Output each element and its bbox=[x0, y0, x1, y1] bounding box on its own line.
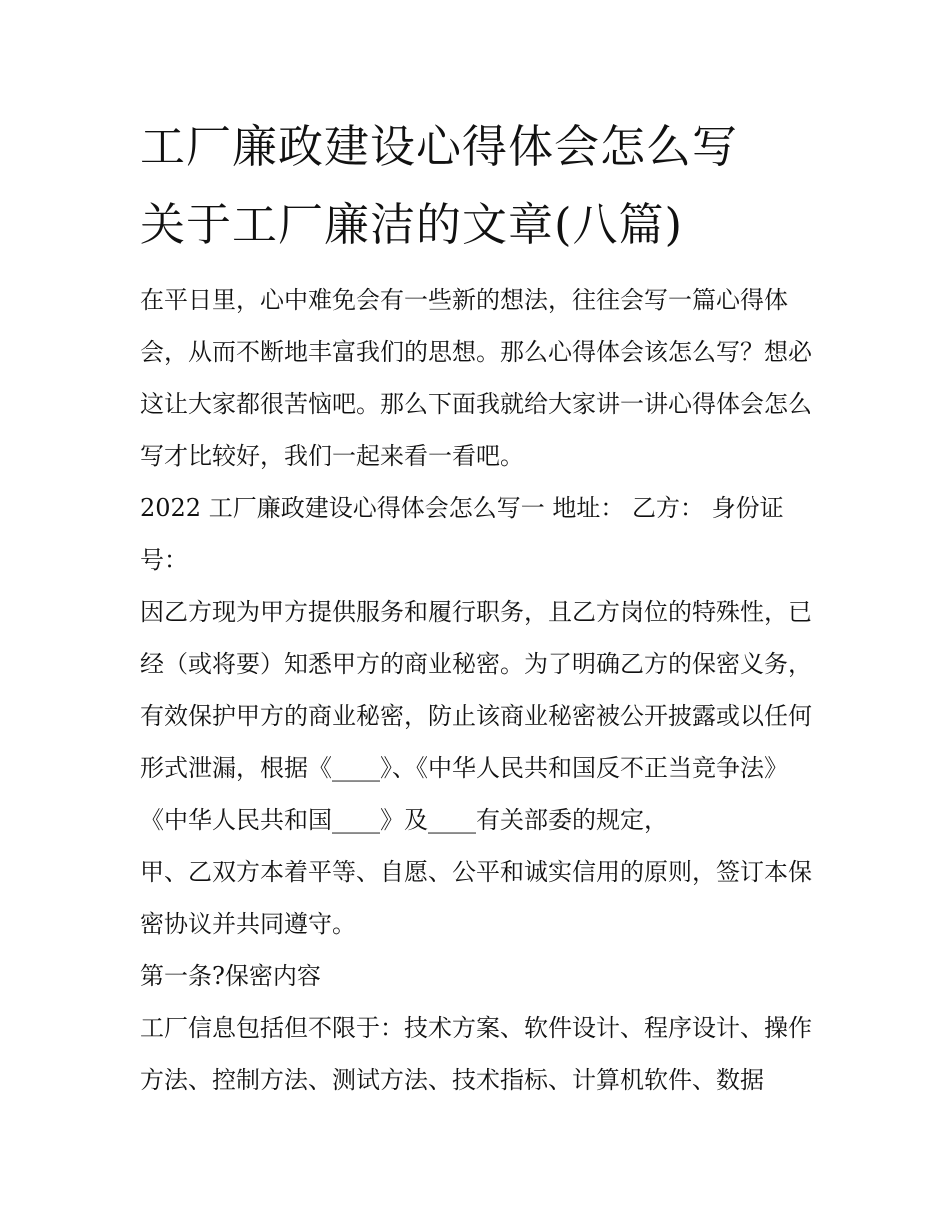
contract-header-paragraph: 2022 工厂廉政建设心得体会怎么写一 地址： 乙方： 身份证号： bbox=[140, 494, 784, 574]
agreement-principle-paragraph: 甲、乙双方本着平等、自愿、公平和诚实信用的原则，签订本保密协议并共同遵守。 bbox=[140, 858, 812, 938]
title-line-1: 工厂廉政建设心得体会怎么写 bbox=[140, 120, 739, 173]
intro-paragraph: 在平日里，心中难免会有一些新的想法，往往会写一篇心得体会，从而不断地丰富我们的思想。那么心得体会该怎么写？想必这让大家都很苦恼吧。那么下面我就给大家讲一讲心得体会怎么写才比较好，我们一起来看一看吧。 bbox=[140, 286, 812, 470]
confidentiality-reason-paragraph: 因乙方现为甲方提供服务和履行职务，且乙方岗位的特殊性，已经（或将要）知悉甲方的商业秘密。为了明确乙方的保密义务，有效保护甲方的商业秘密，防止该商业秘密被公开披露或以任何形式泄漏，根据《____》、《中华人民共和国反不正当竞争法》《中华人民共和国____》及____有关部委的规定， bbox=[140, 598, 812, 834]
document-page bbox=[140, 108, 812, 1106]
article-one-heading: 第一条?保密内容 bbox=[140, 962, 321, 990]
document-title bbox=[140, 108, 812, 264]
factory-info-paragraph: 工厂信息包括但不限于：技术方案、软件设计、程序设计、操作方法、控制方法、测试方法、技术指标、计算机软件、数据 bbox=[140, 1014, 812, 1094]
title-line-2: 关于工厂廉洁的文章(八篇) bbox=[140, 198, 684, 251]
